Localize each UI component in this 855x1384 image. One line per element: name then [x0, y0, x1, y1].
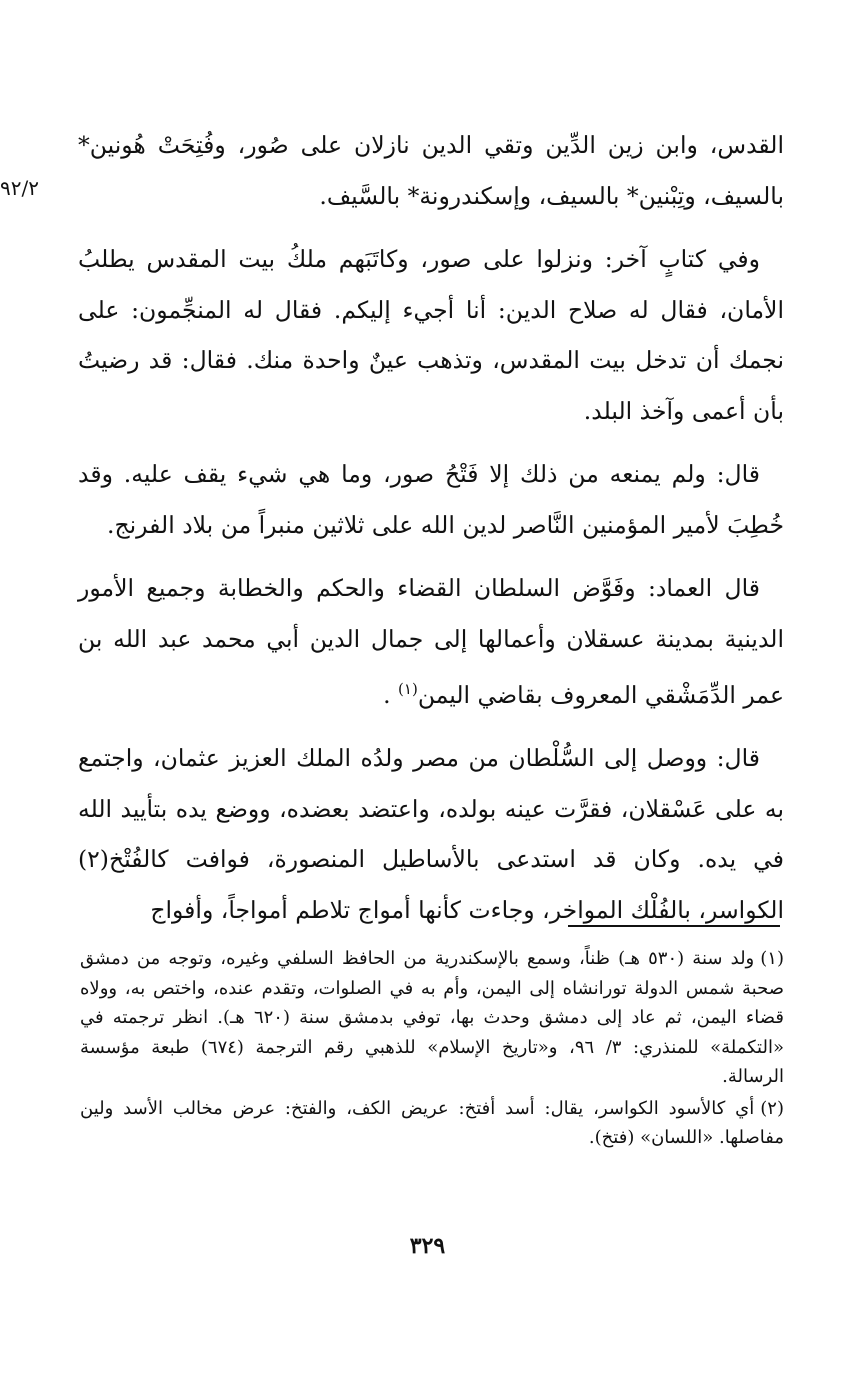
paragraph-text: قال العماد: وفَوَّض السلطان القضاء والحكم والخطابة وجميع الأمور الدينية بمدينة عسقلان وأعمالها إلى جمال الدين أبي محمد عبد الله بن عمر الدِّمَشْقي المعروف بقاضي اليمن — [78, 574, 784, 709]
footnote-text: ولد سنة (٥٣٠ هـ) ظناً، وسمع بالإسكندرية من الحافظ السلفي وغيره، وتوجه من دمشق صحبة شمس الدولة تورانشاه إلى اليمن، وأم به في الصلوات، وتقدم عنده، واختص به، وولاه قضاء اليمن، ثم عاد إلى دمشق وحدث بها، توفي بدمشق سنة (٦٢٠ هـ). انظر ترجمته في «التكملة» للمنذري: ٣/ ٩٦، و«تاريخ الإسلام» للذهبي رقم الترجمة (٦٧٤) طبعة مؤسسة الرسالة. — [80, 948, 784, 1087]
footnotes — [80, 944, 784, 1155]
paragraph-text: قال: ولم يمنعه من ذلك إلا فَتْحُ صور، وما هي شيء يقف عليه. وقد خُطِبَ لأمير المؤمنين النَّاصر لدين الله على ثلاثين منبراً من بلاد الفرنج. — [78, 460, 784, 539]
paragraph — [78, 449, 784, 550]
paragraph: القدس، وابن زين الدِّين وتقي الدين نازلان على صُور، وفُتِحَتْ هُونين* بالسيف، وتِبْنين* بالسيف، وإسكندرونة* بالسَّيف. — [78, 131, 784, 210]
footnote-reference[interactable]: (١) — [398, 680, 418, 698]
footnote-text: أي كالأسود الكواسر، يقال: أسد أفتخ: عريض الكف، والفتخ: عرض مخالب الأسد ولين مفاصلها. «اللسان» (فتخ). — [80, 1097, 784, 1148]
footnote-number: (١) — [760, 948, 784, 969]
footnote-separator — [568, 925, 780, 927]
paragraph-text: قال: ووصل إلى السُّلْطان من مصر ولدُه الملك العزيز عثمان، واجتمع به على عَسْقلان، فقرَّت عينه بولده، واعتضد بعضده، ووضع يده بتأييد الله في يده. وكان قد استدعى بالأساطيل المنصورة، فوافت كالفُتْخ(٢) الكواسر، بالفُلْك المواخر، وجاءت كأنها أمواج تلاطم أمواجاً، وأفواج — [78, 744, 784, 924]
margin-reference: ٩٢/٢ — [0, 176, 39, 200]
paragraph — [78, 733, 784, 935]
page-number: ٣٢٩ — [409, 1233, 446, 1259]
paragraph-text: وفي كتابٍ آخر: ونزلوا على صور، وكاتَبَهم ملكُ بيت المقدس يطلبُ الأمان، فقال له صلاح الدين: أنا أجيء إليكم. فقال له المنجِّمون: على نجمك أن تدخل بيت المقدس، وتذهب عينٌ واحدة منك. فقال: قد رضيتُ بأن أعمى وآخذ البلد. — [78, 245, 784, 425]
footnote — [80, 944, 784, 1092]
paragraph — [78, 234, 784, 436]
footnote-number: (٢) — [760, 1097, 784, 1119]
sentence-end: . — [383, 680, 391, 709]
paragraph — [78, 563, 784, 720]
footnote — [80, 1094, 784, 1153]
main-text — [78, 120, 784, 948]
